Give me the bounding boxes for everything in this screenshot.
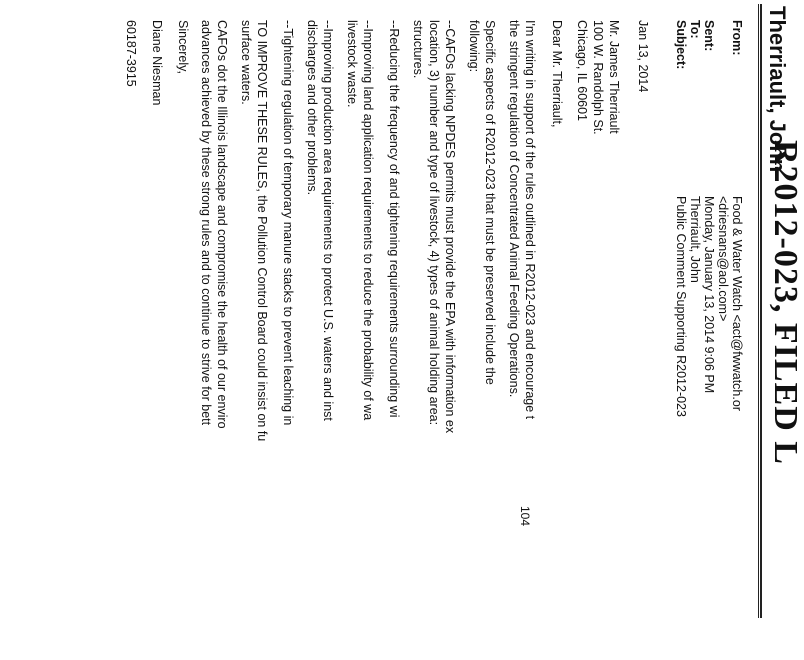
paragraph-line: --Improving production area requirements to protect U.S. waters and inst [321,20,335,421]
paragraph-line: TO IMPROVE THESE RULES, the Pollution Control Board could insist on fu [255,20,269,442]
paragraph-line: structures. [411,20,425,79]
address-line: Chicago, IL 60601 [575,20,589,122]
subject-value: Public Comment Supporting R2012-023 [674,196,688,417]
header-divider-top [760,4,762,618]
from-email-value: <driesnans@aol.com> [716,196,730,322]
address-line: 100 W. Randolph St. [591,20,605,135]
from-value: Food & Water Watch <act@fwwatch.or [730,196,744,411]
filing-stamp: R2012-023, FILED L [767,140,804,465]
paragraph-line: --CAFOs lacking NPDES permits must provide the EPA with information ex [443,20,457,434]
header-divider-bottom [758,4,759,618]
paragraph-line: location, 3) number and type of livestock, 4) types of animal holding area: [427,20,441,426]
paragraph-line: following: [467,20,481,73]
paragraph-line: advances achieved by these strong rules and to continue to strive for bett [199,20,213,426]
paragraph-line: --Reducing the frequency of and tightening requirements surrounding wi [387,20,401,418]
recipient-address [574,20,622,660]
list-item-frequency [386,20,402,660]
paragraph-line: --Improving land application requirements to reduce the probability of wa [361,20,375,421]
improve-rules-paragraph [238,20,270,660]
from-label: From: [730,20,744,56]
salutation: Dear Mr. Therriault, [550,20,564,128]
paragraph-line: surface waters. [239,20,253,105]
paragraph-line: I'm writing in support of the rules outlined in R2012-023 and encourage t [523,20,537,420]
to-value: Therriault, John [688,196,702,283]
closing-paragraph [198,20,230,660]
specific-aspects-paragraph [466,20,498,660]
signer-name: Diane Niesman [150,20,164,106]
paragraph-line: discharges and other problems. [305,20,319,196]
paragraph-line: the stringent regulation of Concentrated Animal Feeding Operations. [507,20,521,398]
paragraph-line: livestock waste. [345,20,359,108]
list-item-land-application [344,20,376,660]
page-number: 104 [518,506,532,527]
paragraph-line: Specific aspects of R2012-023 that must be preserved include the [483,20,497,385]
to-label: To: [688,20,702,39]
sent-value: Monday, January 13, 2014 9:06 PM [702,196,716,394]
list-item-manure-stacks [280,20,296,660]
signer-zip: 60187-3915 [124,20,138,87]
signoff: Sincerely, [176,20,190,74]
paragraph-line: CAFOs dot the Illinois landscape and compromise the health of our enviro [215,20,229,429]
paragraph-line: --Tightening regulation of temporary manure stacks to prevent leaching in [281,20,295,426]
subject-label: Subject: [674,20,688,70]
letter-date: Jan 13, 2014 [636,20,650,93]
sent-label: Sent: [702,20,716,52]
list-item-npdes [410,20,458,660]
intro-paragraph [506,20,538,660]
sender-name-heading: Therriault, John [765,6,790,173]
address-line: Mr. James Therriault [607,20,621,134]
list-item-production-area [304,20,336,660]
